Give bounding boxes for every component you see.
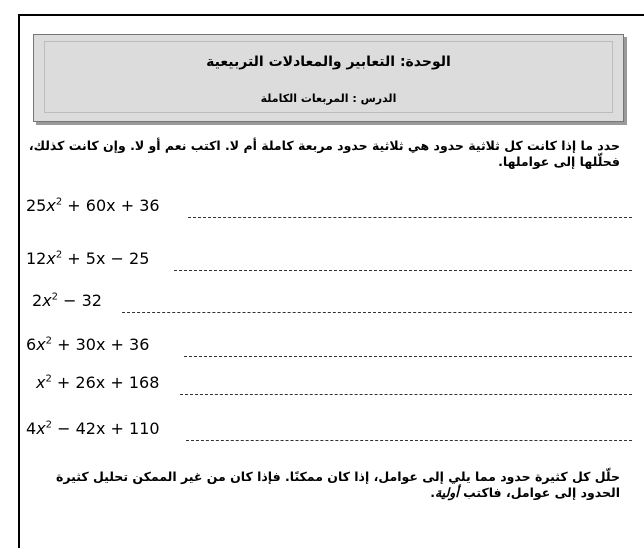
problem-4-answer-line[interactable] <box>184 356 632 357</box>
instruction-part-2: حلّل كل كثيرة حدود مما يلي إلى عوامل، إذا كان ممكنًا. فإذا كان من غير الممكن تحليل كثيرة الحدود إلى عوامل، فاكتب أولية. <box>55 469 620 500</box>
header-panel <box>33 34 624 122</box>
header-inner-frame <box>44 41 613 113</box>
problem-1 <box>22 195 632 225</box>
problem-6 <box>22 418 632 448</box>
lesson-title: الدرس : المربعات الكاملة <box>260 92 397 105</box>
problem-3-answer-line[interactable] <box>122 312 632 313</box>
problem-3 <box>22 290 632 320</box>
problem-2-answer-line[interactable] <box>174 270 632 271</box>
problem-1-expression: $25x^2 + 60x + 36$ <box>22 195 164 216</box>
problem-6-expression: $4x^2 - 42x + 110$ <box>22 418 164 439</box>
problem-6-answer-line[interactable] <box>186 440 632 441</box>
problem-4 <box>22 334 632 364</box>
problem-5-expression: $x^2 + 26x + 168$ <box>32 372 163 393</box>
unit-title: الوحدة: التعابير والمعادلات التربيعية <box>206 54 451 70</box>
problem-5 <box>22 372 632 402</box>
page-border-left <box>18 14 20 548</box>
problem-2 <box>22 248 632 278</box>
problem-4-expression: $6x^2 + 30x + 36$ <box>22 334 153 355</box>
problem-3-expression: $2x^2 - 32$ <box>28 290 106 311</box>
problem-5-answer-line[interactable] <box>180 394 632 395</box>
instruction-part-1: حدد ما إذا كانت كل ثلاثية حدود هي ثلاثية حدود مربعة كاملة أم لا. اكتب نعم أو لا. وإن كانت كذلك، فحلّلها إلى عواملها. <box>28 138 620 169</box>
problem-1-answer-line[interactable] <box>188 217 632 218</box>
page-border-top <box>18 14 644 16</box>
problem-2-expression: $12x^2 + 5x - 25$ <box>22 248 153 269</box>
